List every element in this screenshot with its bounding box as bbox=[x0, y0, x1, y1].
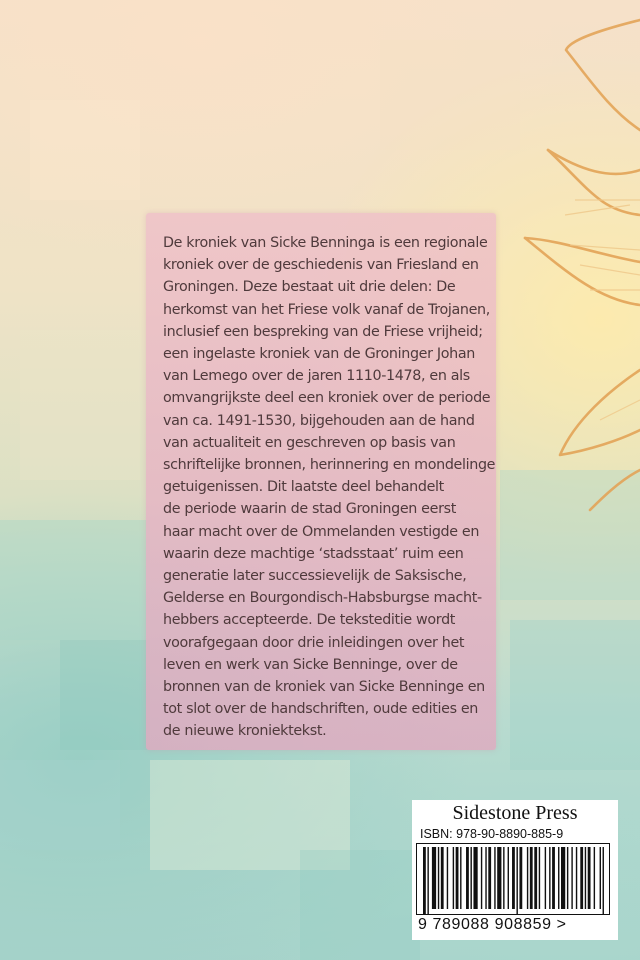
blurb-line: de nieuwe kroniektekst. bbox=[163, 723, 327, 740]
barcode-bar bbox=[585, 847, 586, 909]
barcode-bar bbox=[494, 847, 495, 909]
blurb-line: van ca. 1491-1530, bijgehouden aan de hand bbox=[163, 412, 475, 429]
barcode-bar bbox=[552, 847, 555, 909]
barcode-bar bbox=[576, 847, 577, 909]
blurb-line: hebbers accepteerde. De teksteditie wordt bbox=[163, 612, 456, 629]
blurb-line: van Lemego over de jaren 1110-1478, en als bbox=[163, 368, 470, 385]
barcode-bar bbox=[503, 847, 504, 909]
barcode-bar bbox=[588, 847, 591, 909]
barcode-bar bbox=[527, 847, 528, 909]
barcode-bar bbox=[567, 847, 568, 909]
barcode-bar bbox=[438, 847, 439, 909]
barcode-block bbox=[412, 800, 618, 940]
blurb-line: schriftelijke bronnen, herinnering en mondelinge bbox=[163, 457, 496, 474]
barcode-bar bbox=[456, 847, 459, 909]
blurb-line: generatie later successievelijk de Saksische, bbox=[163, 568, 467, 585]
blurb-line: van actualiteit en geschreven op basis van bbox=[163, 434, 456, 451]
barcode-bar bbox=[512, 847, 515, 909]
barcode-bar bbox=[427, 847, 428, 915]
barcode-bar bbox=[460, 847, 461, 909]
barcode-bar bbox=[549, 847, 550, 909]
publisher-name: Sidestone Press bbox=[452, 802, 578, 824]
blurb-line: Gelderse en Bourgondisch-Habsburgse macht- bbox=[163, 590, 482, 607]
barcode-bar bbox=[530, 847, 533, 909]
barcode-bar bbox=[453, 847, 454, 909]
blurb-line: getuigenissen. Dit laatste deel behandelt bbox=[163, 479, 444, 496]
barcode-bar bbox=[441, 847, 444, 909]
blurb-line: leven en werk van Sicke Benninge, over de bbox=[163, 656, 458, 673]
barcode-bar bbox=[497, 847, 501, 909]
blurb-line: omvangrijkste deel een kroniek over de periode bbox=[163, 390, 491, 407]
barcode-bar bbox=[534, 847, 537, 909]
barcode-bar bbox=[508, 847, 509, 909]
blurb-line: inclusief een bespreking van de Friese vrijheid; bbox=[163, 323, 483, 340]
barcode-digits: 9 789088 908859 > bbox=[418, 916, 567, 933]
barcode-bar bbox=[539, 847, 540, 909]
barcode-bars bbox=[423, 847, 607, 915]
barcode-bar bbox=[558, 847, 559, 909]
barcode-bar bbox=[600, 847, 601, 909]
blurb-line: bronnen van de kroniek van Sicke Benninge en bbox=[163, 679, 485, 696]
barcode-bar bbox=[594, 847, 595, 909]
blurb-line: de periode waarin de stad Groningen eerst bbox=[163, 501, 456, 518]
blurb-line: Groningen. Deze bestaat uit drie delen: De bbox=[163, 279, 456, 296]
blurb-line: herkomst van het Friese volk vanaf de Trojanen, bbox=[163, 301, 490, 318]
blurb-line: een ingelaste kroniek van de Groninger Johan bbox=[163, 346, 475, 363]
barcode-bar bbox=[466, 847, 469, 909]
blurb-line: waarin deze machtige ‘stadsstaat’ ruim een bbox=[163, 545, 464, 562]
blurb-line: De kroniek van Sicke Benninga is een regionale bbox=[163, 235, 488, 251]
barcode-bar bbox=[485, 847, 486, 909]
blurb-line: voorafgegaan door drie inleidingen over het bbox=[163, 634, 465, 651]
blurb-line: haar macht over de Ommelanden vestigde en bbox=[163, 523, 480, 540]
barcode-bar bbox=[561, 847, 565, 909]
barcode-bar bbox=[545, 847, 546, 909]
blurb-line: kroniek over de geschiedenis van Friesland en bbox=[163, 257, 479, 274]
barcode-bar bbox=[580, 847, 583, 909]
blurb-line: tot slot over de handschriften, oude edities en bbox=[163, 701, 479, 718]
barcode-bar bbox=[423, 847, 426, 915]
blurb-text bbox=[163, 232, 496, 743]
barcode-bar bbox=[488, 847, 491, 909]
barcode-bar bbox=[481, 847, 482, 909]
barcode-bar bbox=[516, 847, 517, 915]
isbn-label: ISBN: 978-90-8890-885-9 bbox=[420, 827, 564, 841]
barcode-bar bbox=[603, 847, 604, 915]
barcode-bar bbox=[473, 847, 477, 909]
barcode-bar bbox=[519, 847, 522, 909]
barcode-bar bbox=[470, 847, 471, 909]
barcode-bar bbox=[432, 847, 436, 909]
barcode-bar bbox=[447, 847, 448, 909]
barcode-bar bbox=[571, 847, 572, 909]
